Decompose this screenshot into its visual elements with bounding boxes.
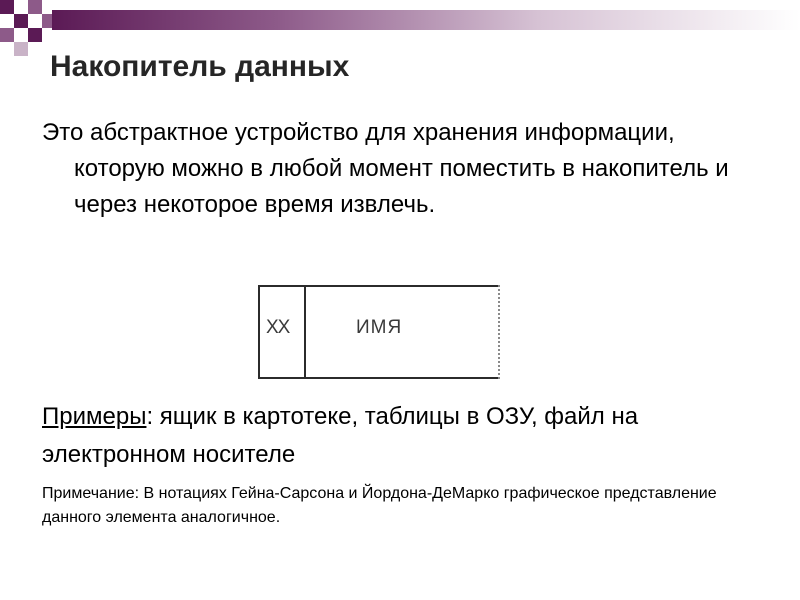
note-paragraph: Примечание: В нотациях Гейна-Сарсона и Йордона-ДеМарко графическое представление данного элемента аналогичное.: [42, 485, 717, 526]
diagram-divider-line: [304, 285, 306, 379]
diagram-top-line: [258, 285, 498, 287]
data-store-diagram: [258, 285, 504, 381]
diagram-left-line: [258, 285, 260, 379]
examples-text: : ящик в картотеке, таблицы в ОЗУ, файл на электронном носителе: [42, 403, 639, 468]
diagram-bottom-line: [258, 377, 498, 379]
definition-paragraph: Это абстрактное устройство для хранения информации, которую можно в любой момент поместить в накопитель и через некоторое время извлечь.: [42, 119, 729, 218]
diagram-open-end-dots: [498, 285, 504, 379]
header-gradient-bar: [52, 10, 800, 30]
diagram-id-label: ХХ: [266, 317, 290, 338]
examples-paragraph: [42, 398, 772, 474]
examples-label: Примеры: [42, 403, 147, 430]
slide-title: Накопитель данных: [50, 50, 350, 83]
diagram-name-label: ИМЯ: [356, 317, 403, 338]
